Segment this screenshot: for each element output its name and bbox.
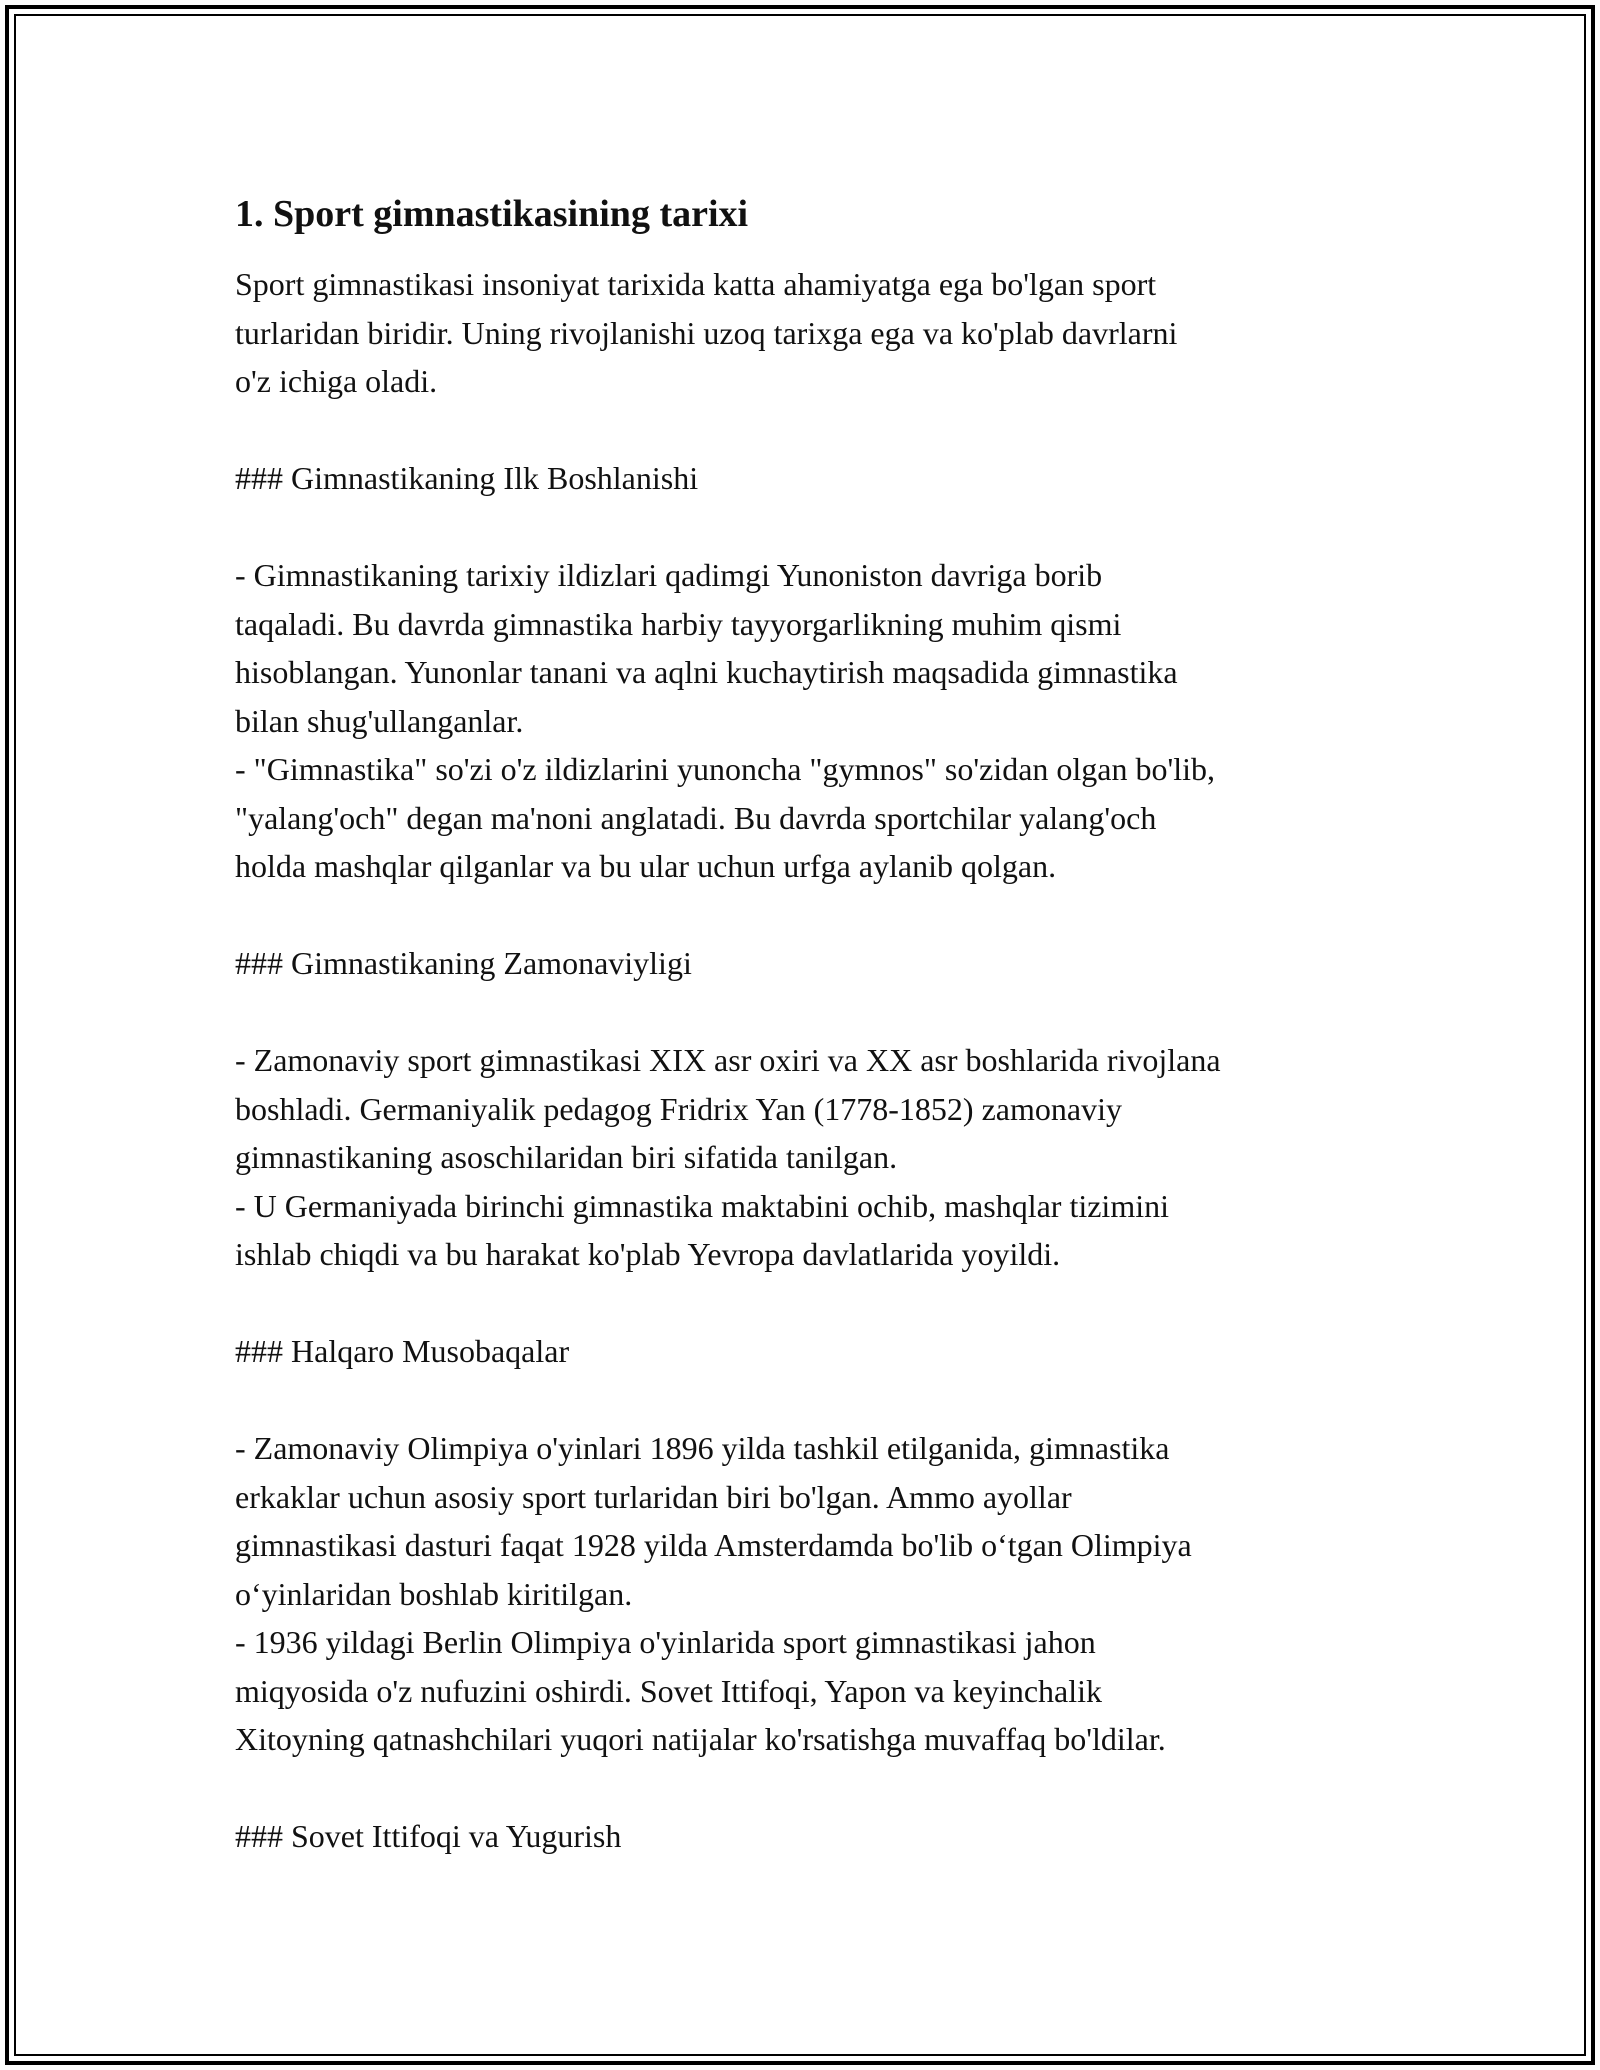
section-body-ilk-boshlanishi: - Gimnastikaning tarixiy ildizlari qadimgi Yunoniston davriga borib taqaladi. Bu davrda gimnastika harbiy tayyorgarlikning muhim qismi hisoblangan. Yunonlar tanani va aqlni kuchaytirish maqsadida gimnastika bilan shug'ullanganlar. - "Gimnastika" so'zi o'z ildizlarini yunoncha "gymnos" so'zidan olgan bo'lib, "yalang'och" degan ma'noni anglatadi. Bu davrda sportchilar yalang'och holda mashqlar qilganlar va bu ular uchun urfga aylanib qolgan.: [235, 557, 1216, 884]
document-body: [235, 186, 1385, 1861]
section-body-zamonaviyligi: - Zamonaviy sport gimnastikasi XIX asr oxiri va XX asr boshlarida rivojlana boshladi. Germaniyalik pedagog Fridrix Yan (1778-1852) zamonaviy gimnastikaning asoschilaridan biri sifatida tanilgan. - U Germaniyada birinchi gimnastika maktabini ochib, mashqlar tizimini ishlab chiqdi va bu harakat ko'plab Yevropa davlatlarida yoyildi.: [235, 1042, 1221, 1272]
section-heading-halqaro-musobaqalar: ### Halqaro Musobaqalar: [235, 1333, 570, 1369]
section-heading-sovet-ittifoqi: ### Sovet Ittifoqi va Yugurish: [235, 1818, 622, 1854]
section-heading-zamonaviyligi: ### Gimnastikaning Zamonaviyligi: [235, 945, 692, 981]
document-title: 1. Sport gimnastikasining tarixi: [235, 193, 749, 235]
section-heading-ilk-boshlanishi: ### Gimnastikaning Ilk Boshlanishi: [235, 460, 699, 496]
intro-paragraph: Sport gimnastikasi insoniyat tarixida katta ahamiyatga ega bo'lgan sport turlaridan biridir. Uning rivojlanishi uzoq tarixga ega va ko'plab davrlarni o'z ichiga oladi.: [235, 266, 1178, 399]
section-body-halqaro-musobaqalar: - Zamonaviy Olimpiya o'yinlari 1896 yilda tashkil etilganida, gimnastika erkaklar uchun asosiy sport turlaridan biri bo'lgan. Ammo ayollar gimnastikasi dasturi faqat 1928 yilda Amsterdamda bo'lib o‘tgan Olimpiya o‘yinlaridan boshlab kiritilgan. - 1936 yildagi Berlin Olimpiya o'yinlarida sport gimnastikasi jahon miqyosida o'z nufuzini oshirdi. Sovet Ittifoqi, Yapon va keyinchalik Xitoyning qatnashchilari yuqori natijalar ko'rsatishga muvaffaq bo'ldilar.: [235, 1430, 1192, 1757]
